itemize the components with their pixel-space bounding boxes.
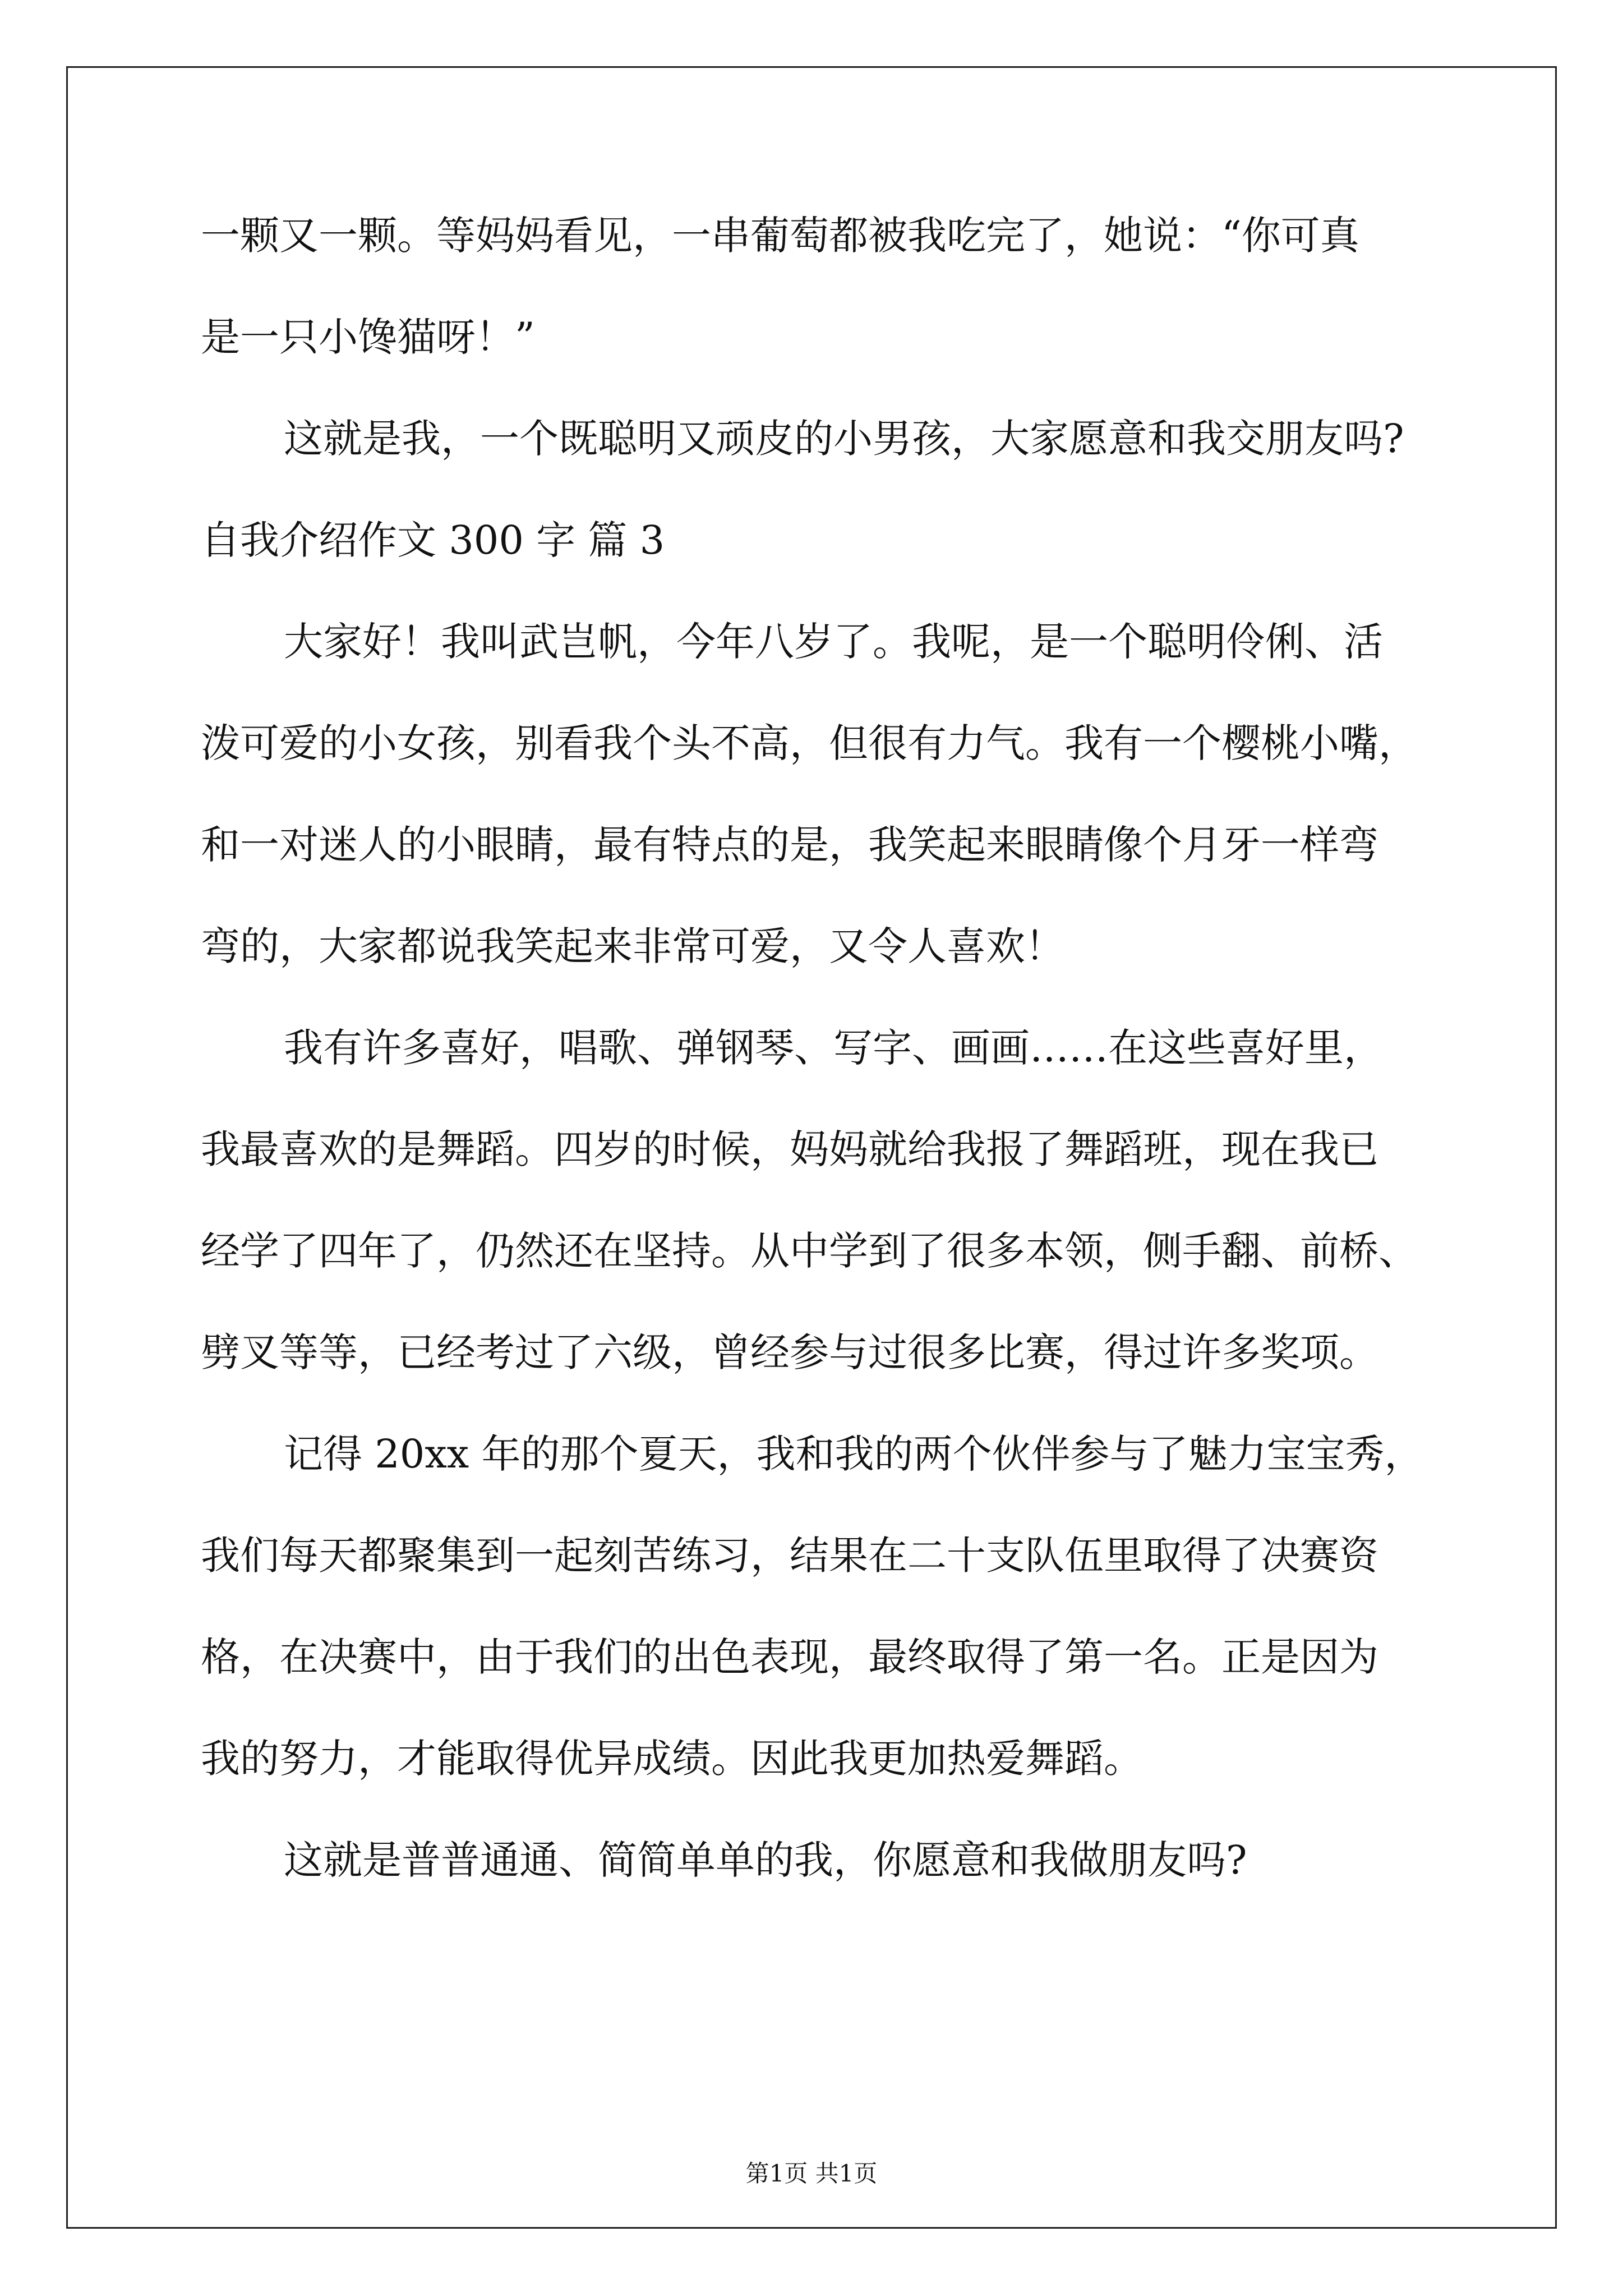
text-line: 是一只小馋猫呀！”	[201, 314, 535, 360]
text-line: 我最喜欢的是舞蹈。四岁的时候，妈妈就给我报了舞蹈班，现在我已	[201, 1126, 1378, 1172]
text-line: 经学了四年了，仍然还在坚持。从中学到了很多本领，侧手翻、前桥、	[201, 1228, 1418, 1274]
text-line: 弯的，大家都说我笑起来非常可爱，又令人喜欢！	[201, 923, 1064, 969]
text-line: 这就是我，一个既聪明又顽皮的小男孩，大家愿意和我交朋友吗?	[284, 416, 1404, 462]
text-line: 大家好！我叫武岂帆，今年八岁了。我呢，是一个聪明伶俐、活	[284, 619, 1383, 665]
text-line: 我们每天都聚集到一起刻苦练习，结果在二十支队伍里取得了决赛资	[201, 1533, 1378, 1579]
section-heading: 自我介绍作文 300 字 篇 3	[201, 517, 665, 563]
text-line: 和一对迷人的小眼睛，最有特点的是，我笑起来眼睛像个月牙一样弯	[201, 822, 1378, 868]
text-line: 这就是普普通通、简简单单的我，你愿意和我做朋友吗?	[284, 1837, 1247, 1883]
text-line: 泼可爱的小女孩，别看我个头不高，但很有力气。我有一个樱桃小嘴，	[201, 720, 1418, 766]
text-line: 我的努力，才能取得优异成绩。因此我更加热爱舞蹈。	[201, 1736, 1143, 1782]
page-number-footer: 第1页 共1页	[745, 2160, 878, 2187]
text-line: 劈叉等等，已经考过了六级，曾经参与过很多比赛，得过许多奖项。	[201, 1329, 1378, 1375]
text-line: 一颗又一颗。等妈妈看见，一串葡萄都被我吃完了，她说：“你可真	[201, 213, 1359, 259]
text-line: 记得 20xx 年的那个夏天，我和我的两个伙伴参与了魅力宝宝秀，	[284, 1431, 1424, 1477]
text-line: 我有许多喜好，唱歌、弹钢琴、写字、画画……在这些喜好里，	[284, 1025, 1383, 1071]
text-line: 格，在决赛中，由于我们的出色表现，最终取得了第一名。正是因为	[201, 1634, 1378, 1680]
